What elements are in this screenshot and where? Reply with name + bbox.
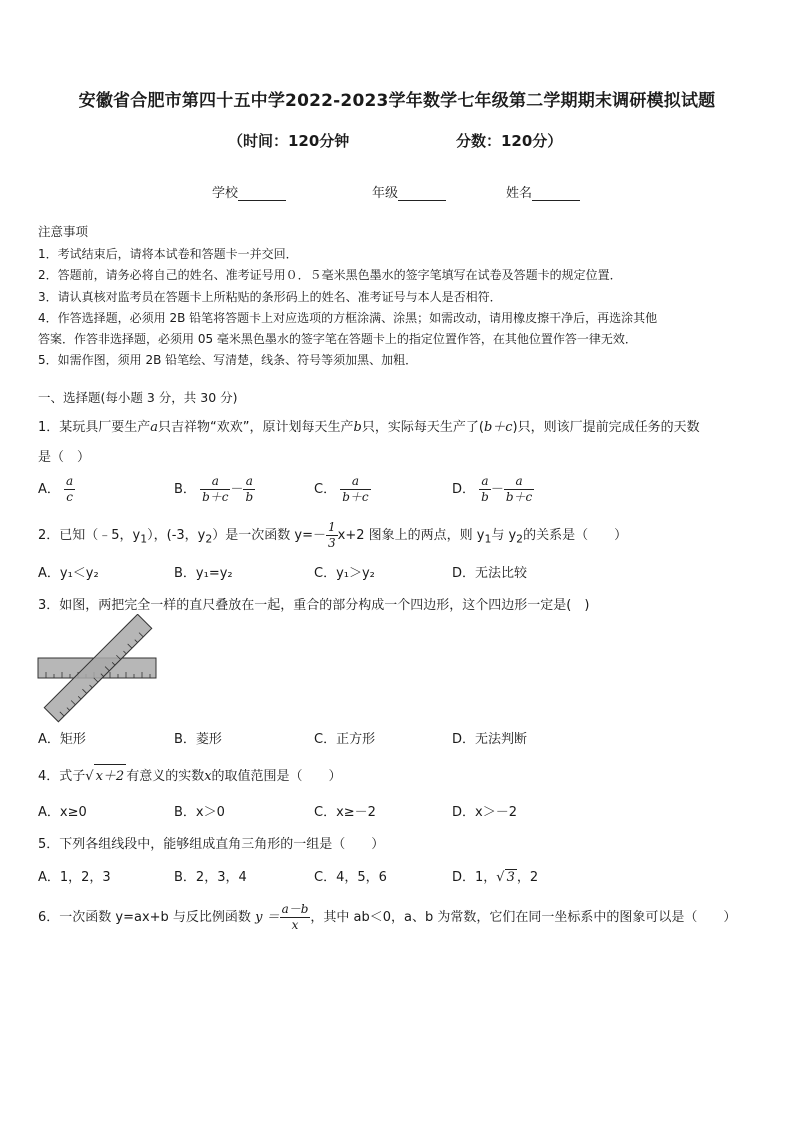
notice-item: 答案．作答非选择题，必须用 05 毫米黑色墨水的签字笔在答题卡上的指定位置作答，在其他位置作答一律无效．	[38, 332, 637, 347]
fraction	[200, 474, 230, 505]
q5-option-d[interactable]	[452, 866, 538, 885]
exam-score: 分数：120分）	[456, 132, 563, 150]
q1-text: 1．某玩具厂要生产	[38, 420, 151, 435]
q1-option-d[interactable]	[452, 474, 534, 505]
subscript: 2	[205, 532, 213, 546]
denominator: x	[291, 918, 299, 932]
question-5: 5．下列各组线段中，能够组成直角三角形的一组是（ ）	[38, 837, 385, 852]
fraction	[280, 902, 311, 933]
q1-text: 只，实际每天生产了(	[361, 420, 484, 435]
denominator: 3	[327, 536, 336, 550]
subscript: 1	[140, 532, 148, 546]
notice-item: 2．答题前，请务必将自己的姓名、准考证号用０．５毫米黑色墨水的签字笔填写在试卷及答题卡的规定位置．	[38, 268, 622, 283]
radical-sign: √	[496, 870, 505, 885]
q2-text: 2．已知（﹣5，y	[38, 528, 141, 543]
q2-text: 与 y	[491, 528, 517, 543]
denominator: b＋c	[505, 490, 533, 504]
q4-var-x: x	[204, 769, 212, 784]
option-letter: C．	[314, 482, 337, 497]
school-label: 学校	[212, 186, 239, 201]
grade-blank	[398, 187, 446, 201]
q1-text: 只吉祥物“欢欢”，原计划每天生产	[158, 420, 354, 435]
q4-text: 有意义的实数	[126, 769, 205, 784]
numerator: 1	[327, 520, 336, 534]
q1-option-a[interactable]	[38, 474, 75, 505]
fraction	[340, 474, 370, 505]
name-field	[506, 182, 580, 201]
denominator: b＋c	[342, 490, 369, 504]
fraction	[326, 520, 338, 551]
q1-var-a: a	[150, 420, 159, 435]
numerator: a－b	[281, 902, 309, 916]
radicand: x＋2	[94, 764, 127, 784]
numerator: a	[504, 474, 534, 490]
fraction	[64, 474, 75, 505]
denominator: b＋c	[202, 490, 229, 504]
radical-sign: √	[85, 769, 94, 784]
notice-heading: 注意事项	[38, 224, 89, 239]
q4-option-d[interactable]: D．x＞－2	[452, 805, 517, 820]
name-blank	[532, 187, 580, 201]
q1-var-b: b	[353, 420, 362, 435]
q2-option-a[interactable]: A．y₁＜y₂	[38, 566, 99, 581]
fraction	[504, 474, 534, 505]
option-text: D．1，	[452, 870, 497, 885]
q6-text: 6．一次函数 y=ax+b 与反比例函数	[38, 910, 251, 925]
q5-option-c[interactable]: C．4，5，6	[314, 870, 387, 885]
q1-var-bc: b＋c	[483, 420, 513, 435]
option-letter: A．	[38, 482, 60, 497]
denominator: c	[66, 490, 73, 504]
q3-option-c[interactable]: C．正方形	[314, 732, 376, 747]
question-2	[38, 520, 627, 551]
q2-text: x+2 图象上的两点，则 y	[337, 528, 485, 543]
subscript: 2	[516, 532, 524, 546]
minus-sign: －	[230, 482, 244, 497]
q2-option-d[interactable]: D．无法比较	[452, 566, 528, 581]
q5-option-b[interactable]: B．2，3，4	[174, 870, 247, 885]
fraction	[243, 474, 255, 505]
exam-title: 安徽省合肥市第四十五中学2022-2023学年数学七年级第二学期期末调研模拟试题	[78, 91, 716, 111]
question-6	[38, 902, 736, 933]
notice-item: 4．作答选择题，必须用 2B 铅笔将答题卡上对应选项的方框涂满、涂黑；如需改动，请用橡皮擦干净后，再选涂其他	[38, 310, 658, 325]
q2-option-c[interactable]: C．y₁＞y₂	[314, 566, 375, 581]
q3-option-b[interactable]: B．菱形	[174, 732, 222, 747]
minus-sign: －	[490, 482, 504, 497]
q4-option-b[interactable]: B．x＞0	[174, 805, 225, 820]
notice-item: 1．考试结束后，请将本试卷和答题卡一并交回．	[38, 247, 298, 261]
question-1	[38, 416, 700, 435]
notice-item: 3．请认真核对监考员在答题卡上所粘贴的条形码上的姓名、准考证号与本人是否相符．	[38, 289, 502, 304]
q1-option-c[interactable]	[314, 474, 371, 505]
rulers-figure	[36, 614, 160, 724]
option-text: ，2	[516, 870, 539, 885]
q2-text: ），(-3，y	[147, 528, 206, 543]
notice-item: 5．如需作图，须用 2B 铅笔绘、写清楚，线条、符号等须加黑、加粗．	[38, 353, 418, 368]
subscript: 1	[484, 532, 492, 546]
numerator: a	[66, 474, 74, 488]
fraction	[479, 474, 491, 505]
radicand: 3	[506, 870, 515, 885]
q4-option-a[interactable]: A．x≥0	[38, 805, 87, 820]
q6-y-equals: y ＝	[255, 910, 280, 925]
q5-option-a[interactable]: A．1，2，3	[38, 870, 111, 885]
q4-text: 的取值范围是（ ）	[211, 769, 342, 784]
question-3: 3．如图，两把完全一样的直尺叠放在一起，重合的部分构成一个四边形，这个四边形一定是( )	[38, 598, 590, 613]
numerator: a	[243, 474, 255, 490]
grade-field	[372, 182, 446, 201]
grade-label: 年级	[372, 186, 399, 201]
q1-option-b[interactable]	[174, 474, 255, 505]
school-field	[212, 182, 286, 201]
q2-text: 的关系是（ ）	[523, 528, 628, 543]
question-4	[38, 764, 342, 784]
denominator: b	[245, 490, 254, 504]
numerator: a	[340, 474, 370, 490]
option-letter: D．	[452, 482, 476, 497]
q4-option-c[interactable]: C．x≥－2	[314, 805, 376, 820]
q2-text: ）是一次函数 y=－	[212, 528, 326, 543]
school-blank	[238, 187, 286, 201]
numerator: a	[479, 474, 491, 490]
q6-text: ，其中 ab＜0，a、b 为常数，它们在同一坐标系中的图象可以是（ ）	[310, 910, 737, 925]
q3-option-d[interactable]: D．无法判断	[452, 732, 528, 747]
name-label: 姓名	[506, 186, 533, 201]
q2-option-b[interactable]: B．y₁=y₂	[174, 566, 233, 581]
section-heading: 一、选择题(每小题 3 分，共 30 分)	[38, 390, 238, 405]
q1-text: )只，则该厂提前完成任务的天数	[512, 420, 700, 435]
question-1-cont: 是（ ）	[38, 450, 91, 465]
notice-list	[38, 244, 758, 372]
q3-option-a[interactable]: A．矩形	[38, 732, 86, 747]
q4-text: 4．式子	[38, 769, 86, 784]
denominator: b	[481, 490, 489, 504]
numerator: a	[200, 474, 230, 490]
exam-time: （时间：120分钟	[228, 132, 350, 150]
option-letter: B．	[174, 482, 196, 497]
